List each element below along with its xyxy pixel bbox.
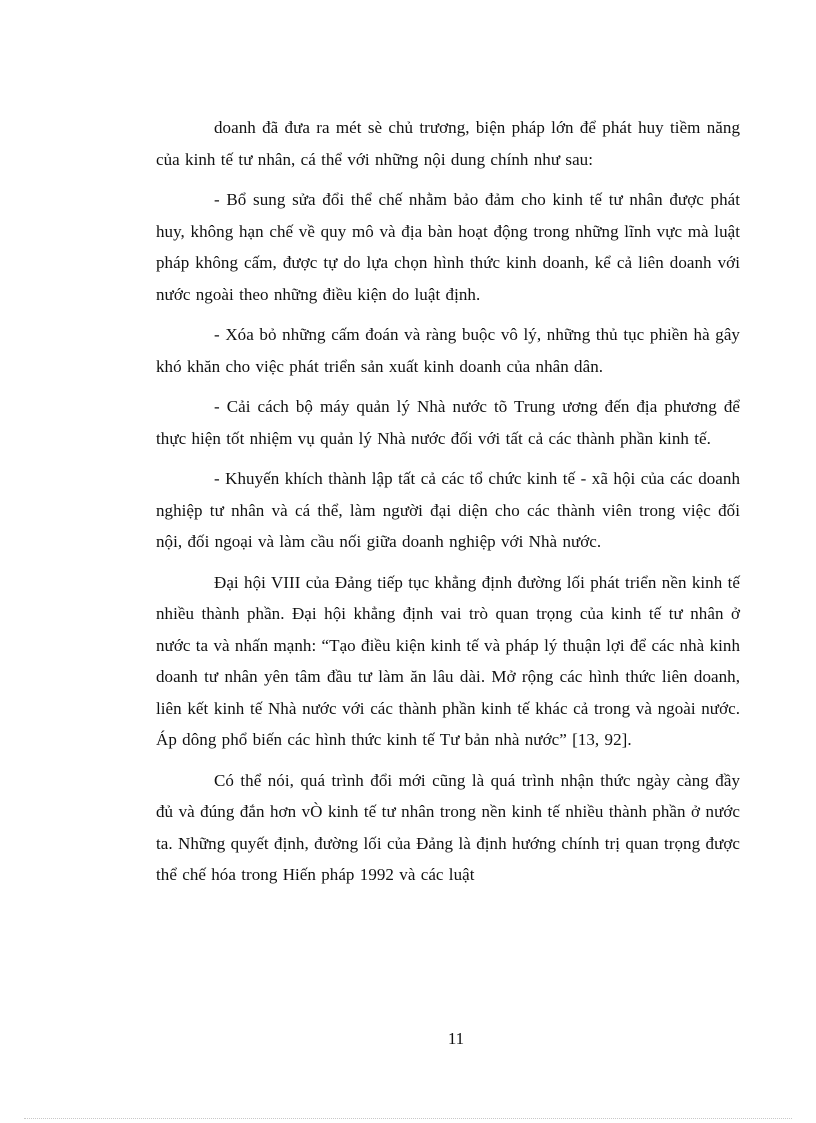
- page-number: 11: [447, 1029, 465, 1048]
- paragraph-bullet-institutions: - Bổ sung sửa đổi thể chế nhằm bảo đảm cho kinh tế tư nhân được phát huy, không hạn chế về quy mô và địa bàn hoạt động trong những lĩnh vực mà luật pháp không cấm, được tự do lựa chọn hình thức kinh doanh, kể cả liên doanh với nước ngoài theo những điều kiện do luật định.: [156, 190, 740, 304]
- paragraph-bullet-admin-reform: - Cải cách bộ máy quản lý Nhà nước tõ Trung ương đến địa phương để thực hiện tốt nhiệm vụ quản lý Nhà nước đối với tất cả các thành phần kinh tế.: [156, 397, 740, 448]
- paragraph-bullet-remove-barriers: - Xóa bỏ những cấm đoán và ràng buộc vô lý, những thủ tục phiền hà gây khó khăn cho việc phát triển sản xuất kinh doanh của nhân dân.: [156, 325, 740, 376]
- paragraph-congress-viii: Đại hội VIII của Đảng tiếp tục khẳng định đường lối phát triển nền kinh tế nhiều thành phần. Đại hội khẳng định vai trò quan trọng của kinh tế tư nhân ở nước ta và nhấn mạnh: “Tạo điều kiện kinh tế và pháp lý thuận lợi để các nhà kinh doanh tư nhân yên tâm đầu tư làm ăn lâu dài. Mở rộng các hình thức liên doanh, liên kết kinh tế Nhà nước với các thành phần kinh tế khác cả trong và ngoài nước. Áp dông phổ biến các hình thức kinh tế Tư bản nhà nước” [13, 92].: [156, 572, 740, 749]
- paragraph-bullet-organizations: - Khuyến khích thành lập tất cả các tổ chức kinh tế - xã hội của các doanh nghiệp tư nhân và cá thể, làm người đại diện cho các thành viên trong việc đối nội, đối ngoại và làm cầu nối giữa doanh nghiệp với Nhà nước.: [156, 469, 740, 551]
- paragraph-conclusion: Có thể nói, quá trình đổi mới cũng là quá trình nhận thức ngày càng đầy đủ và đúng đắn hơn vÒ kinh tế tư nhân trong nền kinh tế nhiều thành phần ở nước ta. Những quyết định, đường lối của Đảng là định hướng chính trị quan trọng được thể chế hóa trong Hiến pháp 1992 và các luật: [156, 770, 740, 884]
- paragraph-continuation: doanh đã đưa ra mét sè chủ trương, biện pháp lớn để phát huy tiềm năng của kinh tế tư nhân, cá thể với những nội dung chính như sau:: [156, 118, 740, 169]
- body-text: [156, 112, 740, 900]
- page-bottom-divider: [24, 1118, 792, 1119]
